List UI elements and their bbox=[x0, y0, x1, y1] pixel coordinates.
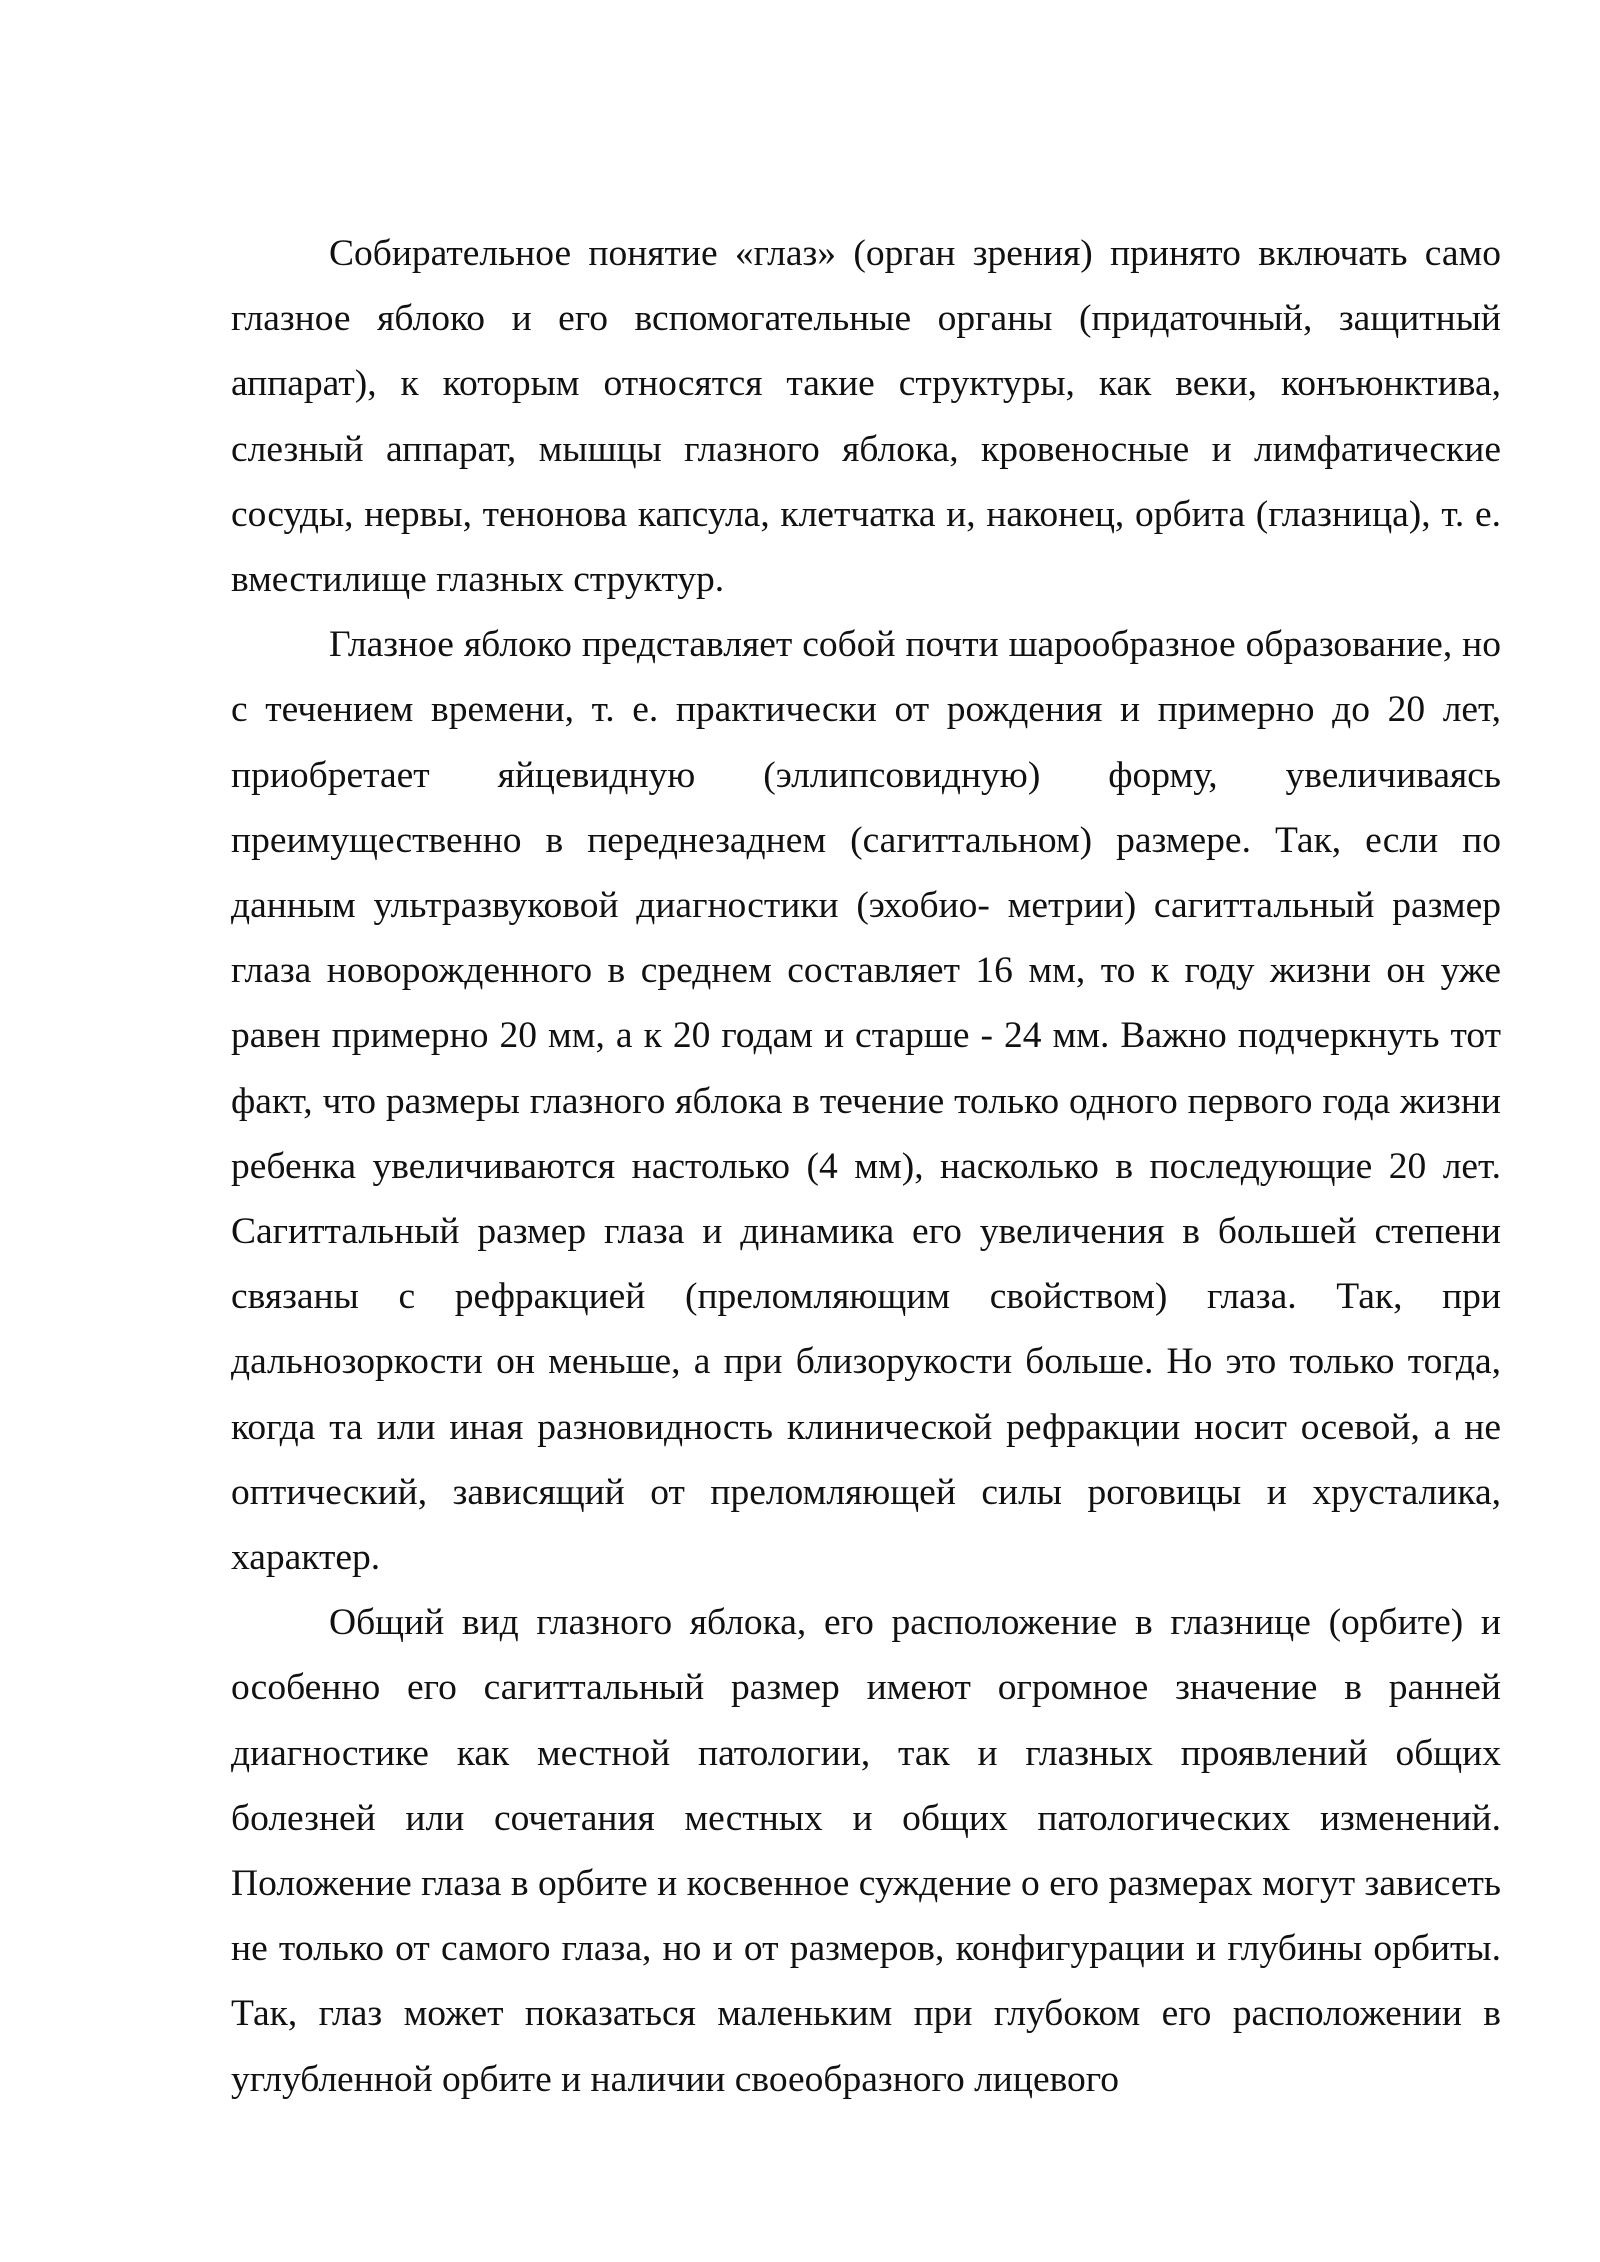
paragraph-1: Собирательное понятие «глаз» (орган зрения) принято включать само глазное яблоко и его вспомогательные органы (придаточный, защитный аппарат), к которым относятся такие структуры, как веки, конъюнктива, слезный аппарат, мышцы глазного яблока, кровеносные и лимфатические сосуды, нервы, тенонова капсула, клетчатка и, наконец, орбита (глазница), т. е. вместилище глазных структур. bbox=[231, 233, 1501, 601]
document-body bbox=[231, 221, 1501, 2112]
paragraph-3: Общий вид глазного яблока, его расположение в глазнице (орбите) и особенно его сагиттальный размер имеют огромное значение в ранней диагностике как местной патологии, так и глазных проявлений общих болезней или сочетания местных и общих патологических изменений. Положение глаза в орбите и косвенное суждение о его размерах могут зависеть не только от самого глаза, но и от размеров, конфигурации и глубины орбиты. Так, глаз может показаться маленьким при глубоком его расположении в углубленной орбите и наличии своеобразного лицевого bbox=[231, 1602, 1501, 2100]
paragraph-2: Глазное яблоко представляет собой почти шарообразное образование, но с течением времени, т. е. практически от рождения и примерно до 20 лет, приобретает яйцевидную (эллипсовидную) форму, увеличиваясь преимущественно в переднезаднем (сагиттальном) размере. Так, если по данным ультразвуковой диагностики (эхобио- метрии) сагиттальный размер глаза новорожденного в среднем составляет 16 мм, то к году жизни он уже равен примерно 20 мм, а к 20 годам и старше - 24 мм. Важно подчеркнуть тот факт, что размеры глазного яблока в течение только одного первого года жизни ребенка увеличиваются настолько (4 мм), насколько в последующие 20 лет. Сагиттальный размер глаза и динамика его увеличения в большей степени связаны с рефракцией (преломляющим свойством) глаза. Так, при дальнозоркости он меньше, а при близорукости больше. Но это только тогда, когда та или иная разновидность клинической рефракции носит осевой, а не оптический, зависящий от преломляющей силы роговицы и хрусталика, характер. bbox=[231, 624, 1501, 1579]
